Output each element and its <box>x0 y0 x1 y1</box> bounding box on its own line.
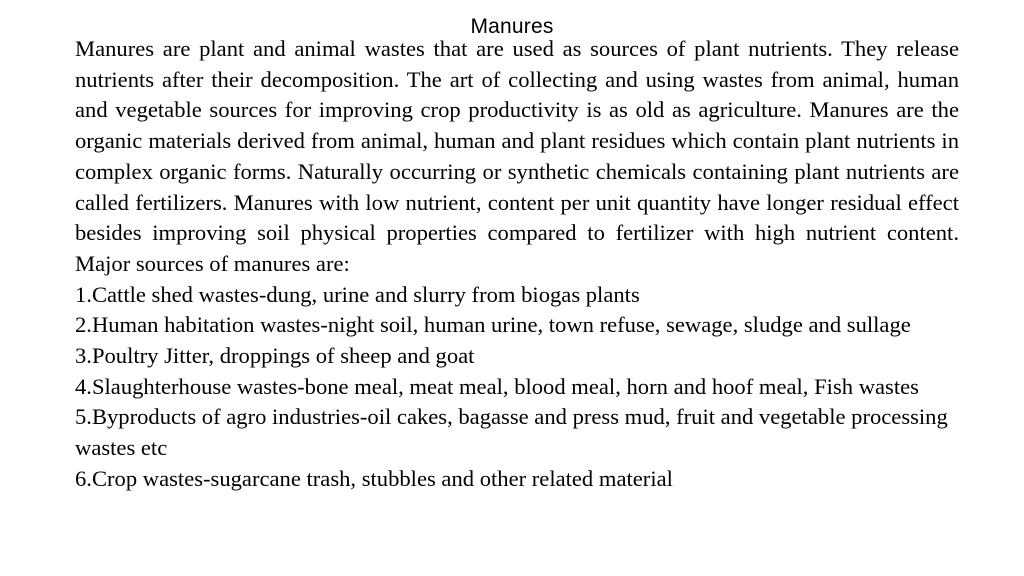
list-item: 5.Byproducts of agro industries-oil cakes, bagasse and press mud, fruit and vegetable processing wastes etc <box>75 404 948 461</box>
manure-sources-list <box>75 280 959 495</box>
slide-title: Manures <box>470 15 554 38</box>
list-item: 6.Crop wastes-sugarcane trash, stubbles and other related material <box>75 465 673 491</box>
list-item: 1.Cattle shed wastes-dung, urine and slurry from biogas plants <box>75 281 640 307</box>
slide-body <box>75 34 959 495</box>
list-item: 3.Poultry Jitter, droppings of sheep and goat <box>75 343 475 369</box>
list-item: 2.Human habitation wastes-night soil, human urine, town refuse, sewage, sludge and sullage <box>75 312 911 338</box>
intro-paragraph: Manures are plant and animal wastes that are used as sources of plant nutrients. They release nutrients after their decomposition. The art of collecting and using wastes from animal, human and vegetable sources for improving crop productivity is as old as agriculture. Manures are the organic materials derived from animal, human and plant residues which contain plant nutrients in complex organic forms. Naturally occurring or synthetic chemicals containing plant nutrients are called fertilizers. Manures with low nutrient, content per unit quantity have longer residual effect besides improving soil physical properties compared to fertilizer with high nutrient content. Major sources of manures are: <box>75 36 959 276</box>
list-item: 4.Slaughterhouse wastes-bone meal, meat meal, blood meal, horn and hoof meal, Fish wastes <box>75 373 919 399</box>
